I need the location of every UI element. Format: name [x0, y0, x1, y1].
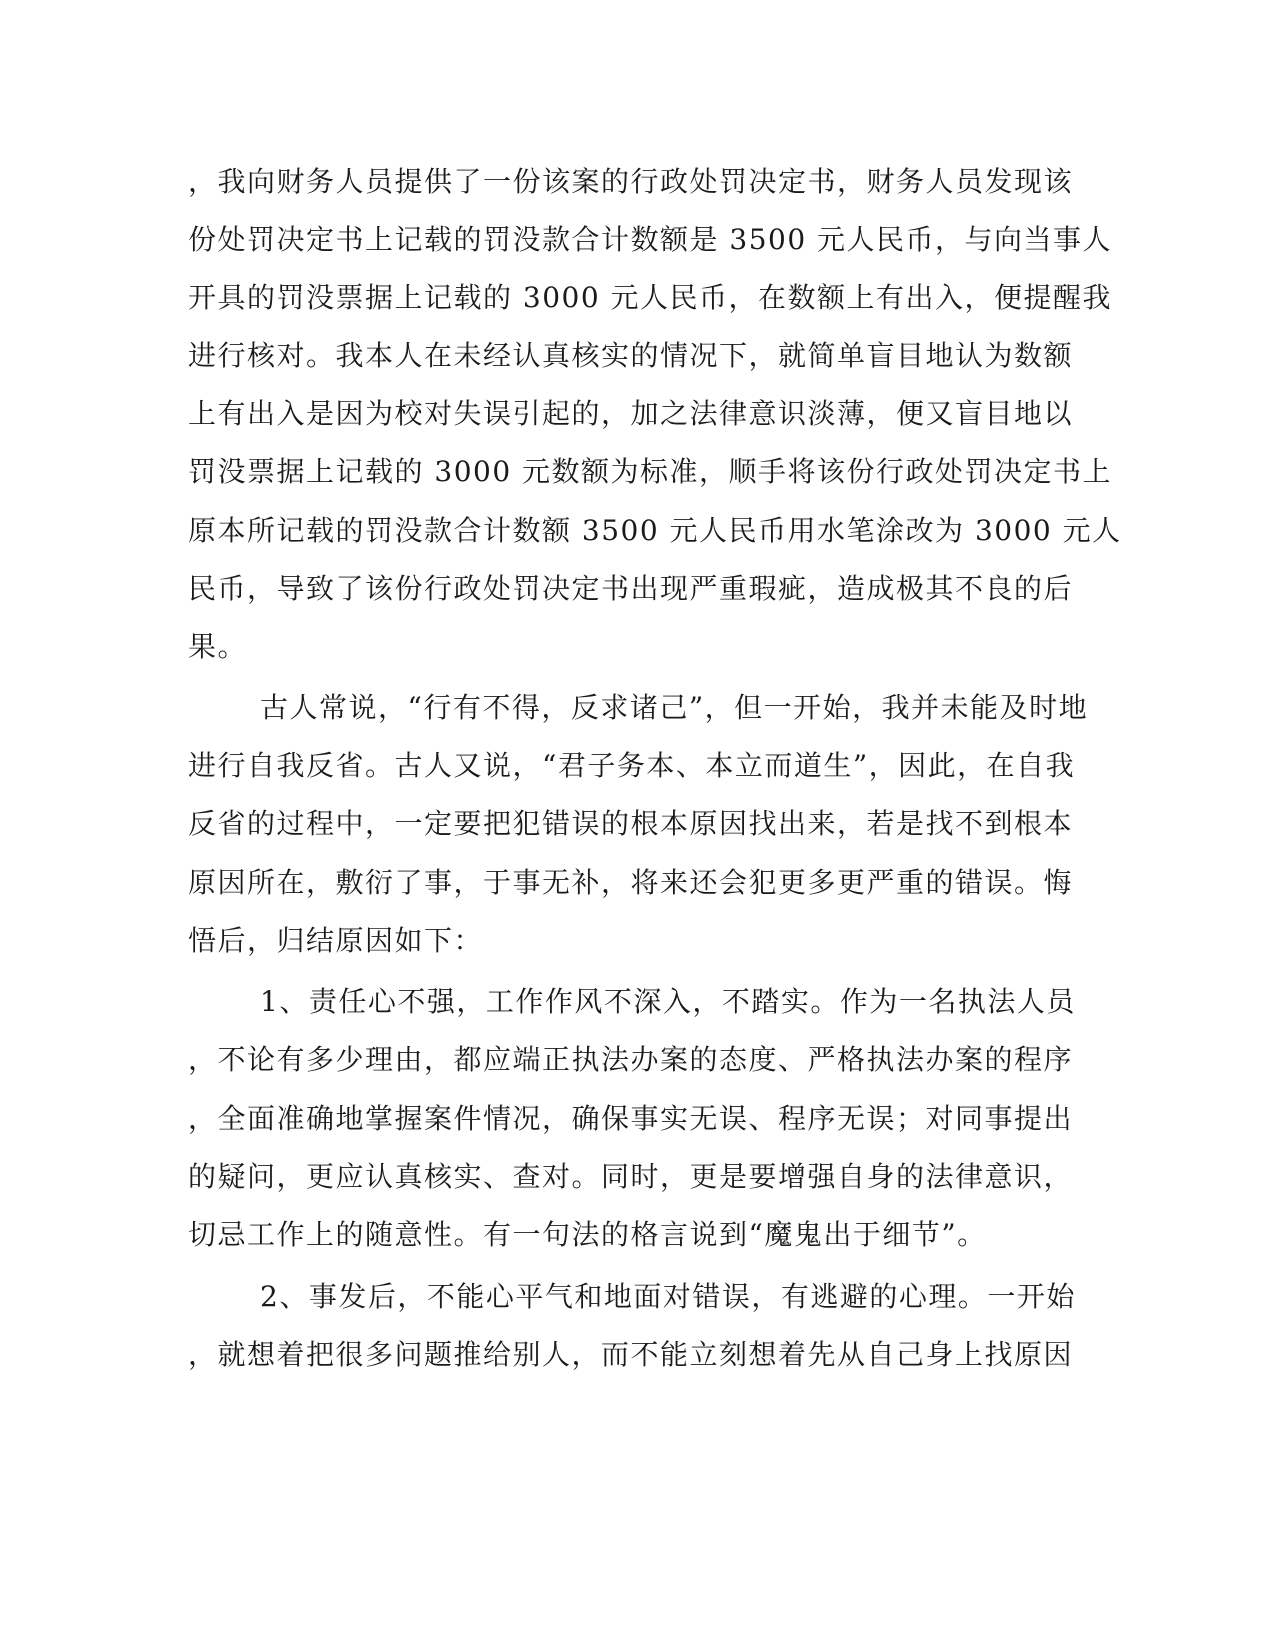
text-line: 进行自我反省。古人又说，“君子务本、本立而道生”，因此，在自我	[188, 749, 1076, 782]
text-line: 反省的过程中，一定要把犯错误的根本原因找出来，若是找不到根本	[188, 807, 1074, 840]
text-line: 果。	[188, 630, 248, 663]
text-line: 悟后，归结原因如下：	[188, 924, 484, 957]
text-line: 原本所记载的罚没款合计数额 3500 元人民币用水笔涂改为 3000 元人	[188, 514, 1122, 547]
text-line: 份处罚决定书上记载的罚没款合计数额是 3500 元人民币，与向当事人	[188, 223, 1113, 256]
text-line: ，我向财务人员提供了一份该案的行政处罚决定书，财务人员发现该	[188, 165, 1074, 198]
text-line: 原因所在，敷衍了事，于事无补，将来还会犯更多更严重的错误。悔	[188, 866, 1074, 899]
paragraph-first-line: 1、责任心不强，工作作风不深入，不踏实。作为一名执法人员	[260, 985, 1076, 1018]
paragraph-first-line: 古人常说，“行有不得，反求诸己”，但一开始，我并未能及时地	[260, 691, 1089, 724]
text-line: ，全面准确地掌握案件情况，确保事实无误、程序无误；对同事提出	[188, 1102, 1074, 1135]
text-line: ，不论有多少理由，都应端正执法办案的态度、严格执法办案的程序	[188, 1043, 1074, 1076]
text-line: 切忌工作上的随意性。有一句法的格言说到“魔鬼出于细节”。	[188, 1218, 987, 1251]
text-line: 进行核对。我本人在未经认真核实的情况下，就简单盲目地认为数额	[188, 339, 1074, 372]
text-line: 罚没票据上记载的 3000 元数额为标准，顺手将该份行政处罚决定书上	[188, 455, 1113, 488]
text-line: ，就想着把很多问题推给别人，而不能立刻想着先从自己身上找原因	[188, 1338, 1074, 1371]
text-line: 的疑问，更应认真核实、查对。同时，更是要增强自身的法律意识，	[188, 1160, 1074, 1193]
text-line: 开具的罚没票据上记载的 3000 元人民币，在数额上有出入，便提醒我	[188, 281, 1113, 314]
paragraph-first-line: 2、事发后，不能心平气和地面对错误，有逃避的心理。一开始	[260, 1280, 1076, 1313]
text-line: 上有出入是因为校对失误引起的，加之法律意识淡薄，便又盲目地以	[188, 397, 1074, 430]
text-line: 民币，导致了该份行政处罚决定书出现严重瑕疵，造成极其不良的后	[188, 572, 1074, 605]
